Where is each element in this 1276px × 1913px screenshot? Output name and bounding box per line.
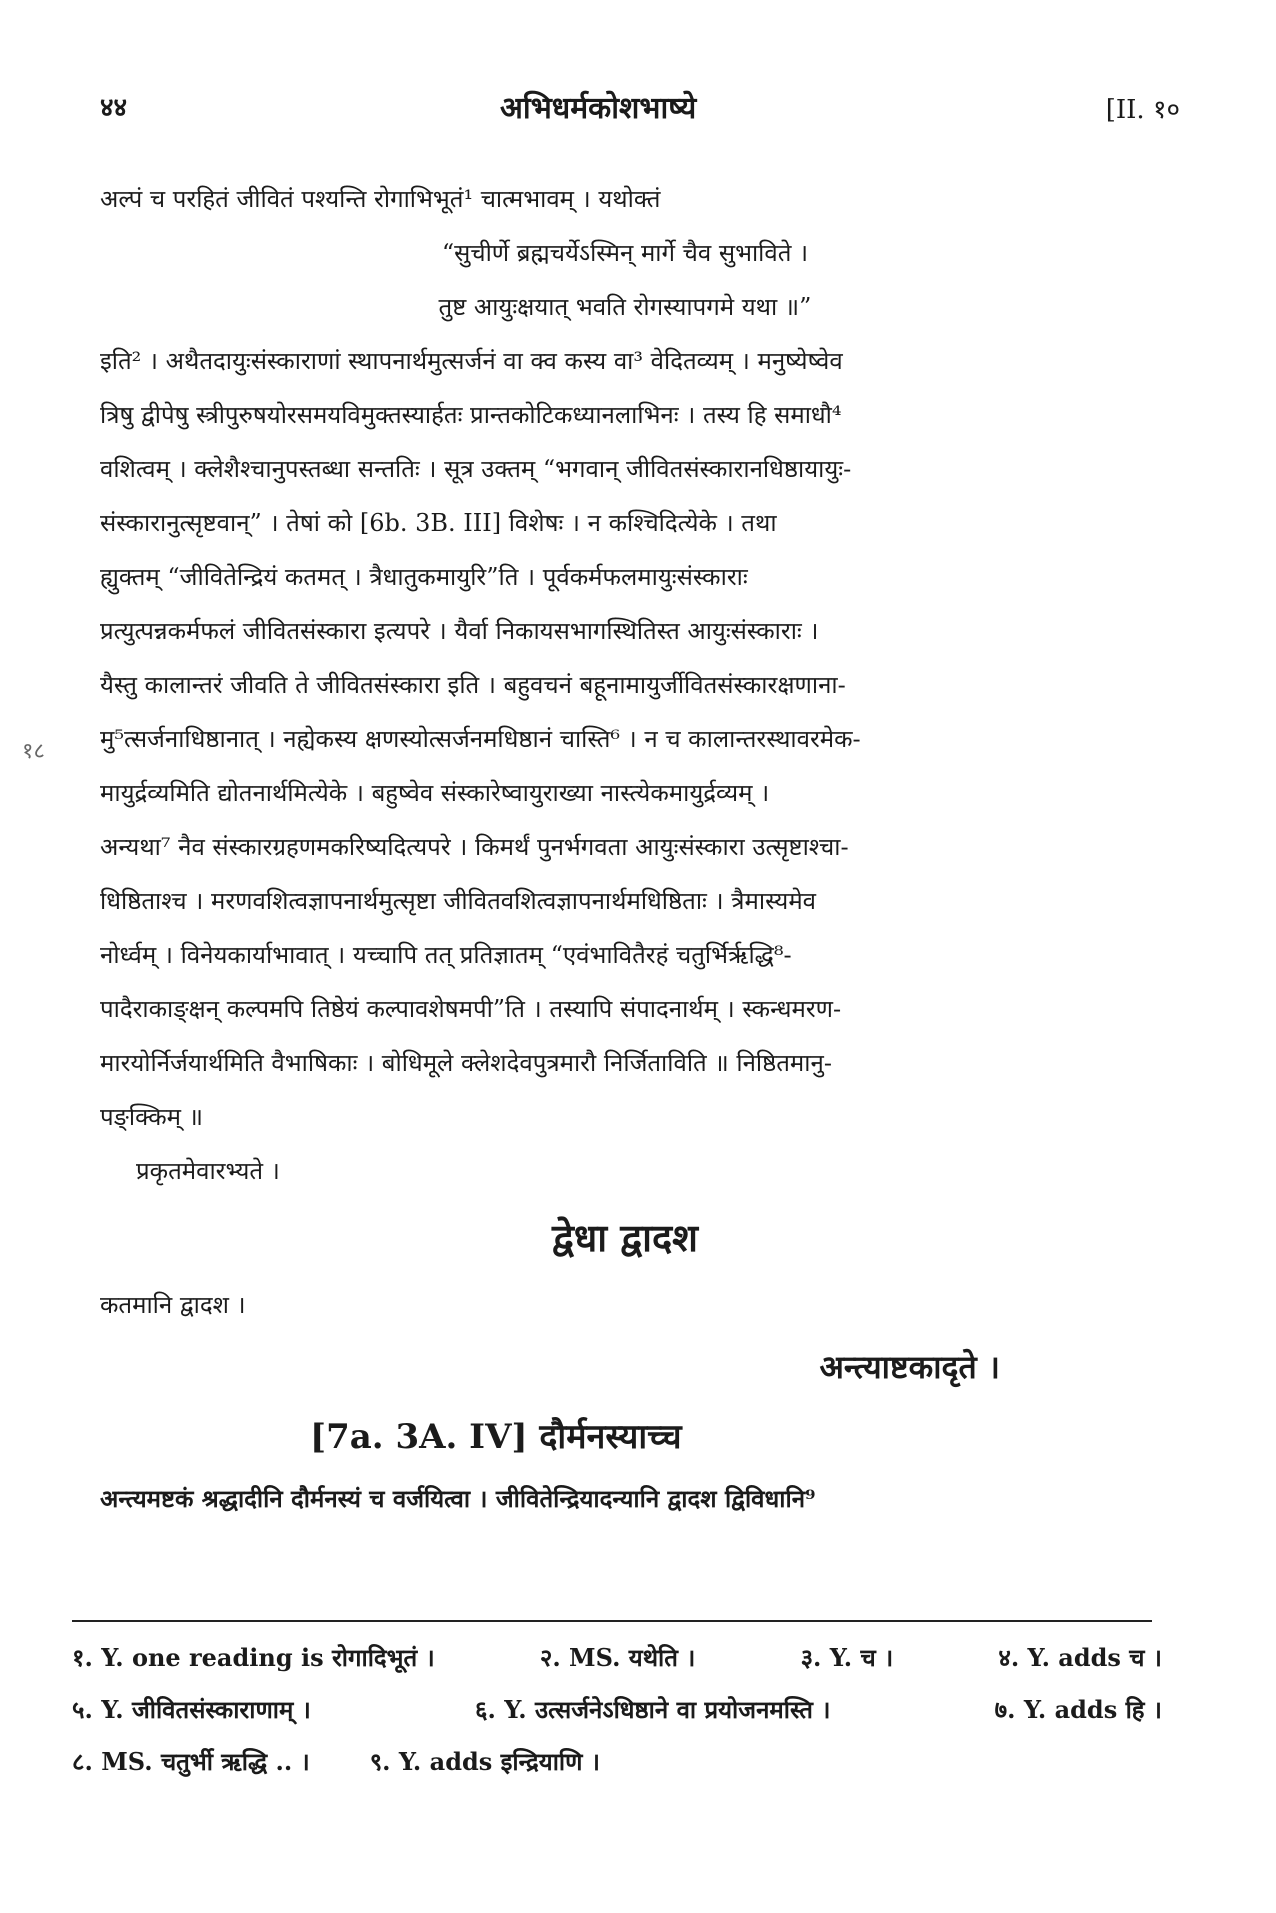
karika-heading: [7a. 3A. IV] दौर्मनस्याच्च — [310, 1417, 682, 1457]
text-line: संस्कारानुत्सृष्टवान्” । तेषां को [6b. 3B. III] विशेषः । न कश्चिदित्येके । तथा — [100, 509, 777, 537]
footnote-divider — [72, 1620, 1152, 1622]
text-line: इति² । अथैतदायुःसंस्काराणां स्थापनार्थमुत्सर्जनं वा क्व कस्य वा³ वेदितव्यम् । मनुष्येष्वेव — [100, 347, 843, 375]
footnote: ३. Y. च । — [800, 1643, 894, 1672]
karika-heading: द्वेधा द्वादश — [551, 1215, 698, 1260]
footnote: ४. Y. adds च । — [998, 1643, 1162, 1672]
footnote-row — [72, 1632, 1162, 1684]
text-line: प्रकृतमेवारभ्यते । — [136, 1157, 280, 1185]
text-line: मायुर्द्रव्यमिति द्योतनार्थमित्येके । बहुष्वेव संस्कारेष्वायुराख्या नास्त्येकमायुर्द्रव्यम् । — [100, 779, 770, 807]
text-line: वशित्वम् । क्लेशैश्चानुपस्तब्धा सन्ततिः । सूत्र उक्तम् “भगवान् जीवितसंस्कारानधिष्ठायायुः- — [100, 455, 852, 483]
footnotes — [72, 1632, 1162, 1788]
text-line: पादैराकाङ्क्षन् कल्पमपि तिष्ठेयं कल्पावशेषमपी”ति । तस्यापि संपादनार्थम् । स्कन्धमरण- — [100, 995, 842, 1023]
margin-annotation: १८ — [22, 739, 45, 764]
footnote: १. Y. one reading is रोगादिभूतं । — [72, 1643, 435, 1672]
footnote: २. MS. यथेति । — [539, 1643, 696, 1672]
footnote-row — [72, 1736, 1162, 1788]
text-line: प्रत्युत्पन्नकर्मफलं जीवितसंस्कारा इत्यपरे । यैर्वा निकायसभागस्थितिस्त आयुःसंस्काराः । — [100, 617, 819, 645]
text-line: कतमानि द्वादश । — [100, 1291, 246, 1319]
footnote: ९. Y. adds इन्द्रियाणि । — [369, 1747, 600, 1776]
text-line: मारयोर्निर्जयार्थमिति वैभाषिकाः । बोधिमूले क्लेशदेवपुत्रमारौ निर्जिताविति ॥ निष्ठितमानु- — [100, 1049, 832, 1077]
page-header — [100, 80, 1180, 130]
text-line: यैस्तु कालान्तरं जीवति ते जीवितसंस्कारा इति । बहुवचनं बहूनामायुर्जीवितसंस्कारक्षणाना- — [100, 671, 846, 699]
text-line: अल्पं च परहितं जीवितं पश्यन्ति रोगाभिभूतं¹ चात्मभावम् । यथोक्तं — [100, 185, 661, 213]
text-line: त्रिषु द्वीपेषु स्त्रीपुरुषयोरसमयविमुक्तस्यार्हतः प्रान्तकोटिकध्यानलाभिनः । तस्य हि समाधौ⁴ — [100, 401, 842, 429]
body-text — [100, 172, 1150, 1526]
text-line: मु⁵त्सर्जनाधिष्ठानात् । नह्येकस्य क्षणस्योत्सर्जनमधिष्ठानं चास्ति⁶ । न च कालान्तरस्थावरमेक- — [100, 725, 861, 753]
text-line: अन्त्यमष्टकं श्रद्धादीनि दौर्मनस्यं च वर्जयित्वा । जीवितेन्द्रियादन्यानि द्वादश द्विविधानि⁹ — [100, 1484, 816, 1513]
verse-line: तुष्ट आयुःक्षयात् भवति रोगस्यापगमे यथा ॥” — [438, 293, 812, 321]
text-line: धिष्ठिताश्च । मरणवशित्वज्ञापनार्थमुत्सृष्टा जीवितवशित्वज्ञापनार्थमधिष्ठिताः । त्रैमास्यमेव — [100, 887, 817, 915]
section-reference: [II. १० — [1105, 95, 1180, 125]
footnote: ७. Y. adds हि । — [994, 1695, 1162, 1724]
running-title: अभिधर्मकोशभाष्ये — [500, 91, 697, 126]
karika-heading: अन्त्याष्टकादृते । — [819, 1348, 1000, 1386]
page-number: ४४ — [100, 93, 128, 123]
text-line: अन्यथा⁷ नैव संस्कारग्रहणमकरिष्यदित्यपरे । किमर्थं पुनर्भगवता आयुःसंस्कारा उत्सृष्टाश्चा- — [100, 833, 849, 861]
footnote: ८. MS. चतुर्भी ऋद्धि .. । — [72, 1747, 310, 1776]
verse-line: “सुचीर्णे ब्रह्मचर्येऽस्मिन् मार्गे चैव सुभाविते । — [441, 239, 809, 267]
text-line: पङ्क्किम् ॥ — [100, 1103, 204, 1131]
footnote: ६. Y. उत्सर्जनेऽधिष्ठाने वा प्रयोजनमस्ति । — [475, 1695, 831, 1724]
text-line: नोर्ध्वम् । विनेयकार्याभावात् । यच्चापि तत् प्रतिज्ञातम् “एवंभावितैरहं चतुर्भिर्ऋद्धि⁸- — [100, 941, 792, 969]
footnote: ५. Y. जीवितसंस्काराणाम् । — [72, 1695, 311, 1724]
text-line: ह्युक्तम् “जीवितेन्द्रियं कतमत् । त्रैधातुकमायुरि”ति । पूर्वकर्मफलमायुःसंस्काराः — [100, 563, 748, 591]
footnote-row — [72, 1684, 1162, 1736]
